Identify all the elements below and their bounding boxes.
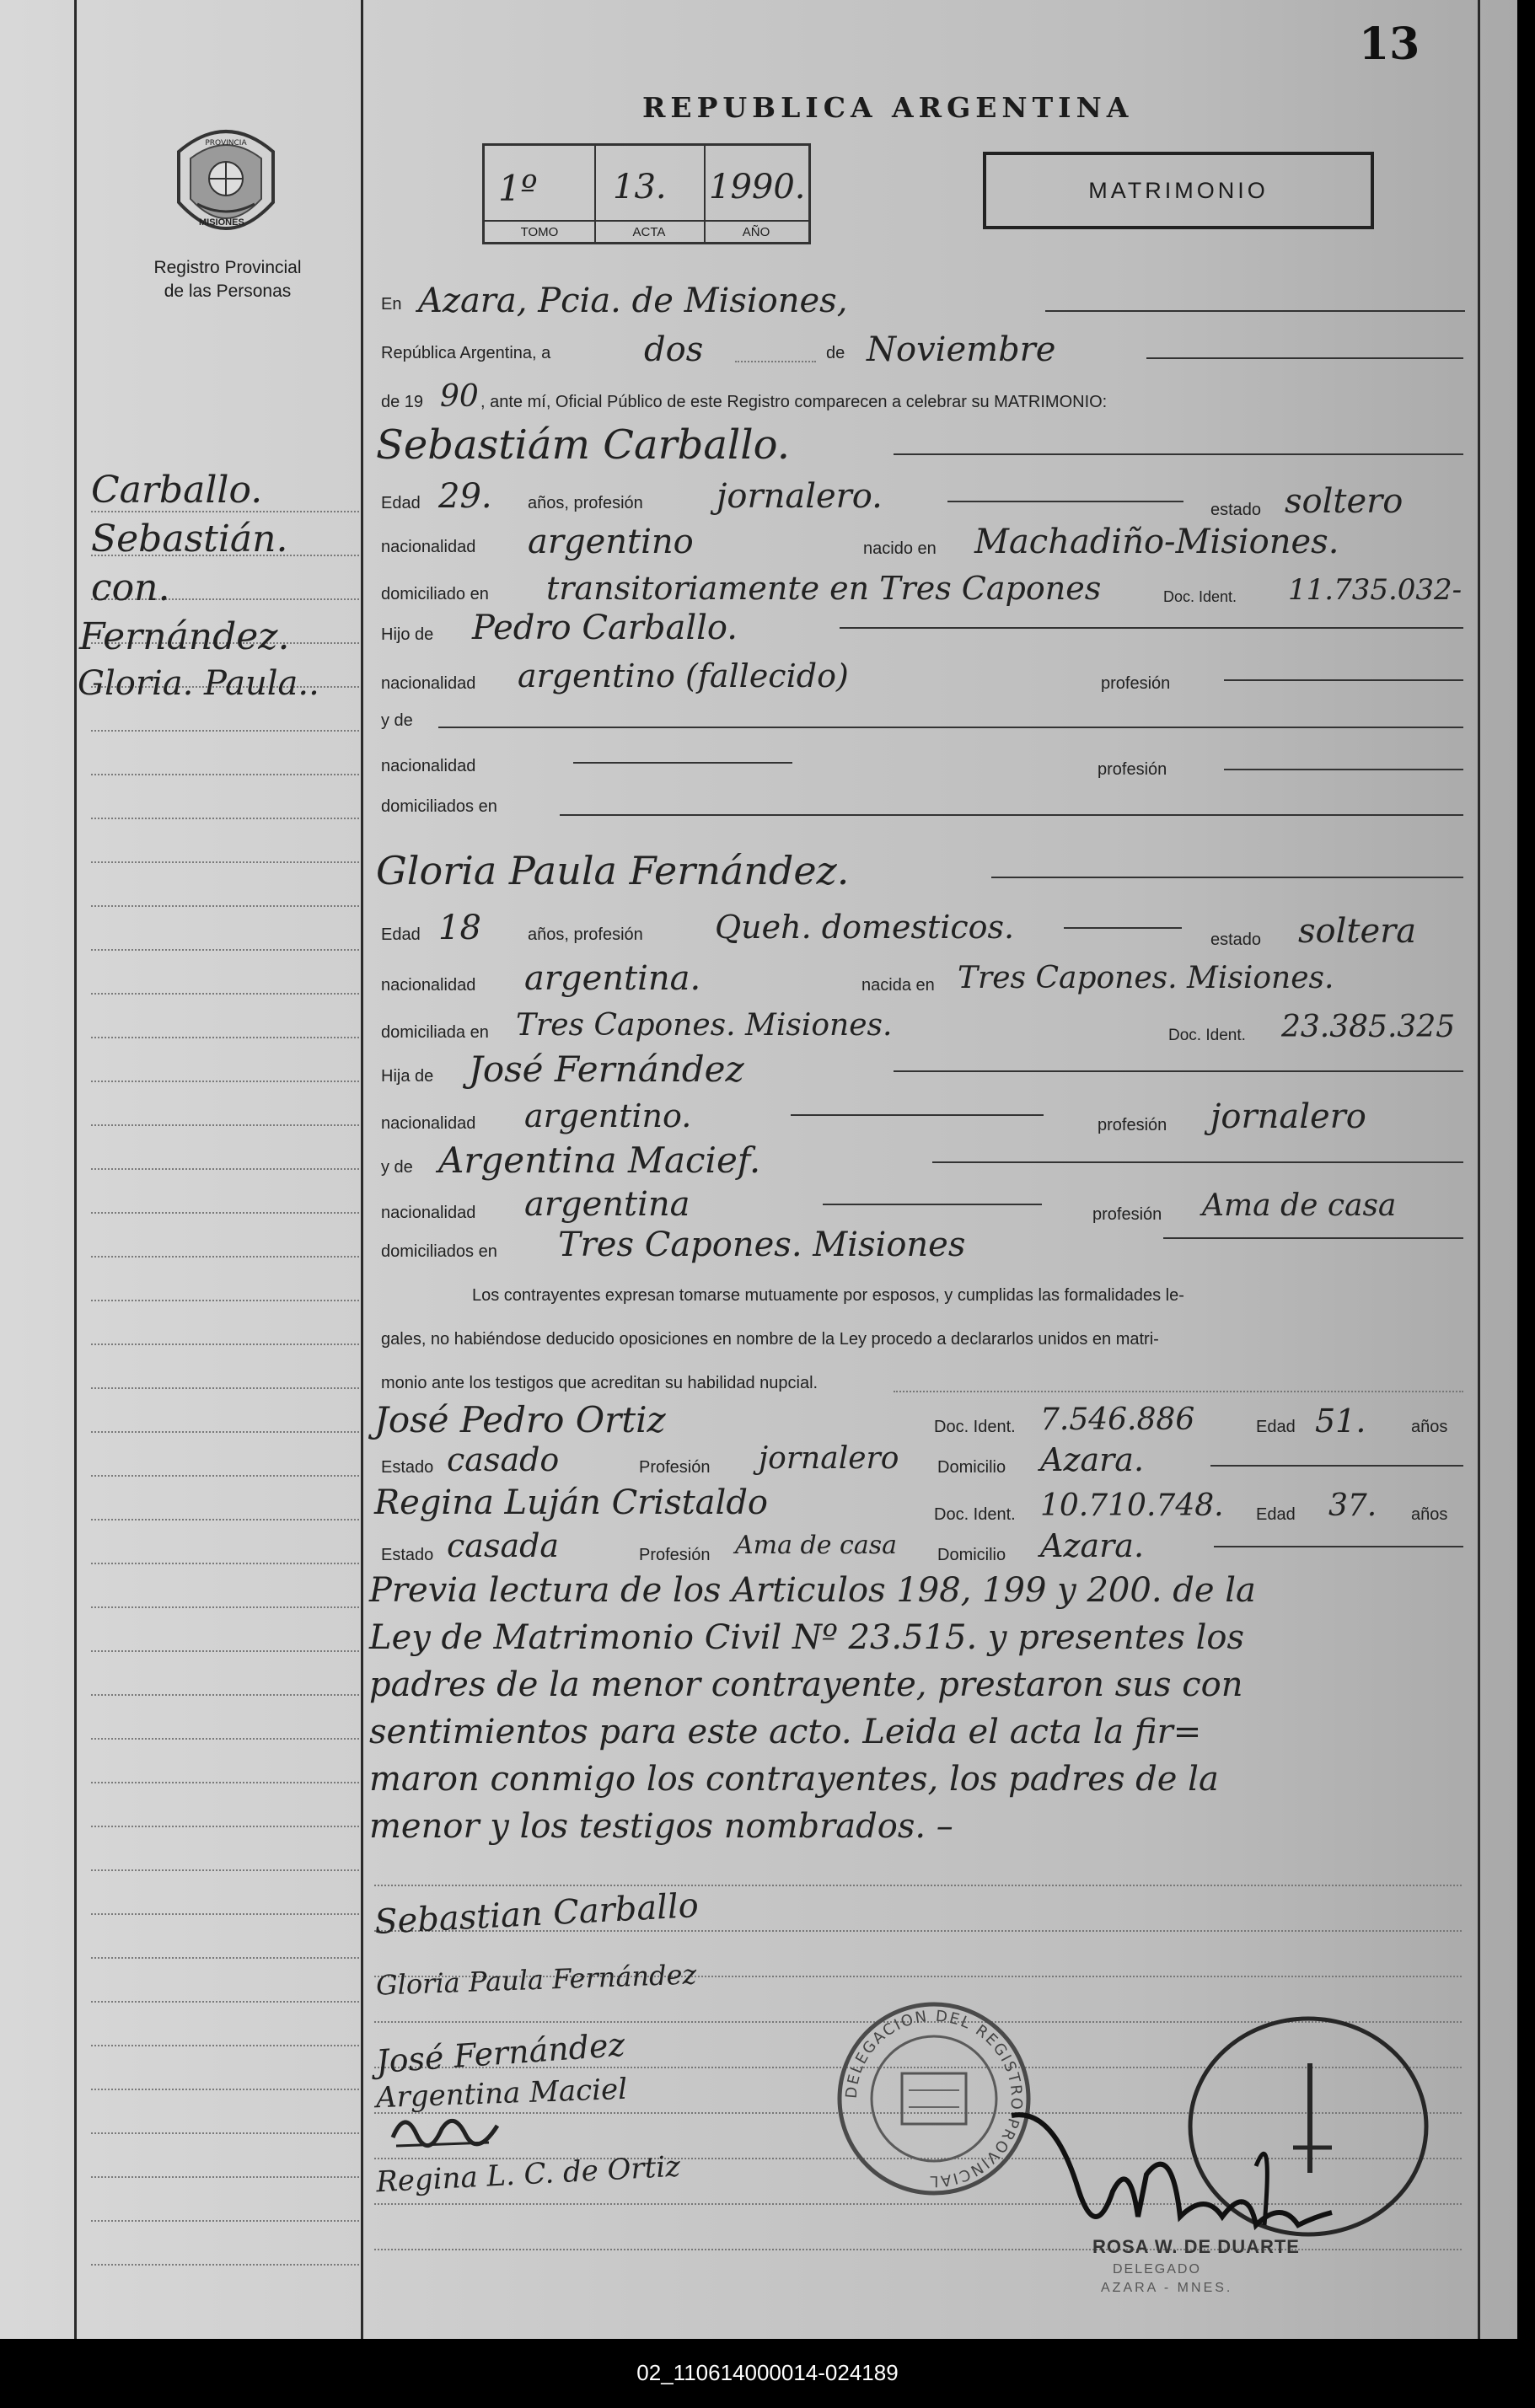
notes-line-6: menor y los testigos nombrados. – [369,1807,953,1846]
intro-day: dos [644,330,704,369]
bride-doc-label: Doc. Ident. [1168,1027,1246,1044]
witness1-prof-label: Profesión [639,1458,711,1477]
groom-nationality: argentino [528,523,694,561]
margin-ruled-line [91,2176,359,2178]
margin-ruled-line [91,1694,359,1696]
page-number: 13 [1359,19,1420,70]
witness2-doc-label: Doc. Ident. [934,1505,1016,1524]
intro-year-prefix: de 19 [381,393,424,411]
witness1-profession: jornalero [759,1441,899,1476]
seal-caption: MISIONES [199,217,244,228]
anio-cell [704,146,808,242]
groom-yde-label: y de [381,711,413,730]
signature-scribble-icon [388,2104,506,2154]
anio-value: 1990. [709,168,806,206]
margin-divider-line [361,0,363,2339]
intro-place: Azara, Pcia. de Misiones, [418,282,848,320]
witness1-doc: 7.546.886 [1040,1402,1195,1437]
bride-father-nac-label: nacionalidad [381,1114,476,1133]
margin-ruled-line [91,1826,359,1827]
margin-ruled-line [91,2132,359,2134]
margin-ruled-line [91,1081,359,1082]
groom-age: 29. [438,477,492,516]
bride-domiciliados-label: domiciliados en [381,1242,497,1261]
margin-ruled-line [91,1738,359,1740]
groom-edad-label: Edad [381,494,421,512]
bride-mother-dash [932,1161,1463,1163]
margin-ruled-line [91,1869,359,1871]
witness1-doc-label: Doc. Ident. [934,1418,1016,1436]
groom-father-prof-label: profesión [1101,674,1171,693]
groom-name-dash [894,453,1463,455]
intro-de-label: de [826,344,845,362]
witness1-age: 51. [1315,1402,1366,1440]
margin-ruled-line [91,1519,359,1520]
bride-mother-nac-label: nacionalidad [381,1204,476,1222]
groom-father: Pedro Carballo. [472,609,738,647]
margin-ruled-line [91,2264,359,2266]
groom-profession: jornalero. [717,477,883,516]
left-binding-line [74,0,77,2339]
bride-father-profession: jornalero [1210,1097,1366,1136]
signature-bride-father: José Fernández [374,2025,626,2081]
intro-en-label: En [381,295,402,314]
groom-mother-dash [438,727,1463,728]
provincial-seal-icon [169,120,283,248]
official-name-stamp: ROSA W. DE DUARTE [1092,2236,1300,2257]
official-title-stamp: DELEGADO [1113,2262,1201,2277]
notes-line-2: Ley de Matrimonio Civil Nº 23.515. y presentes los [369,1618,1244,1657]
margin-ruled-line [91,1387,359,1389]
right-border-line [1478,0,1480,2339]
bride-mother: Argentina Macief. [438,1140,761,1181]
margin-ruled-line [91,1957,359,1959]
margin-ruled-line [91,2220,359,2222]
bride-mother-profession: Ama de casa [1202,1188,1397,1223]
witness1-domicile-dash [1210,1465,1463,1467]
bride-profession: Queh. domesticos. [715,909,1015,946]
witness2-name: Regina Luján Cristaldo [374,1483,769,1522]
margin-note-line-4: Fernández. [79,615,290,658]
groom-domiciliados-label: domiciliados en [381,797,497,816]
margin-ruled-line [91,1300,359,1301]
bride-father: José Fernández [469,1048,744,1090]
margin-ruled-line [91,905,359,907]
tomo-value: 1º [498,168,538,209]
margin-ruled-line [91,1475,359,1477]
tomo-cell [485,146,596,242]
margin-ruled-line [91,2001,359,2003]
margin-note-line-3: con. [91,566,170,609]
bride-doc: 23.385.325 [1281,1010,1456,1044]
margin-ruled-line [91,1168,359,1170]
record-number-box [482,143,811,244]
groom-father-nationality: argentino (fallecido) [518,657,849,695]
bride-age: 18 [438,909,481,947]
bride-nacida-label: nacida en [861,976,935,995]
margin-ruled-line [91,818,359,819]
intro-month: Noviembre [867,330,1056,369]
bride-dom-label: domiciliada en [381,1023,489,1042]
bride-father-nat-dash [791,1114,1044,1116]
svg-text:DELEGACION DEL REGISTRO PROVIN [843,2008,1026,2190]
groom-mother-nac-dash [573,762,792,764]
witness2-prof-label: Profesión [639,1546,711,1564]
bride-yde-label: y de [381,1158,413,1177]
official-place-stamp: AZARA - MNES. [1101,2281,1233,2295]
bride-domicile: Tres Capones. Misiones. [516,1008,893,1043]
signature-groom: Sebastian Carballo [373,1885,700,1943]
margin-ruled-line [91,1563,359,1564]
stamp-ring-text: DELEGACION DEL REGISTRO PROVINCIAL [842,2007,1026,2191]
intro-month-dash [1146,357,1463,359]
bride-mother-prof-label: profesión [1092,1205,1162,1224]
bride-hija-label: Hija de [381,1067,434,1086]
groom-anos-profesion: años, profesión [528,494,643,512]
margin-ruled-line [91,861,359,863]
declaration-line-2: gales, no habiéndose deducido oposiciones en nombre de la Ley procedo a declararlos unidos en matri- [381,1330,1159,1349]
margin-ruled-line [91,993,359,995]
acta-cell [594,146,706,242]
signature-bride-mother: Argentina Maciel [375,2072,628,2116]
bride-father-prof-label: profesión [1098,1116,1167,1134]
notes-line-1: Previa lectura de los Articulos 198, 199 y 200. de la [369,1571,1256,1610]
bride-profession-dash [1064,927,1182,929]
margin-ruled-line [91,1650,359,1652]
witness1-domicile: Azara. [1040,1441,1145,1478]
notes-line-3: padres de la menor contrayente, prestaron sus con [369,1665,1243,1704]
margin-ruled-line [91,949,359,951]
official-signature-icon [1003,2090,1340,2259]
declaration-line-1: Los contrayentes expresan tomarse mutuamente por esposos, y cumplidas las formalidades le- [472,1286,1184,1305]
groom-status: soltero [1285,482,1404,521]
bride-anos-profesion: años, profesión [528,925,643,944]
margin-note-line-5: Gloria. Paula.. [78,664,319,703]
anio-label: AÑO [704,220,808,239]
margin-ruled-line [91,2089,359,2090]
margin-ruled-line [91,774,359,775]
bride-father-dash [894,1070,1463,1072]
witness2-estado-label: Estado [381,1546,434,1564]
witness2-edad-label: Edad [1256,1505,1296,1524]
margin-ruled-line [91,1212,359,1214]
body-ruled-line [374,1885,1462,1886]
witness2-profession: Ama de casa [735,1531,897,1560]
intro-day-fill [735,361,816,362]
bride-edad-label: Edad [381,925,421,944]
bride-estado-label: estado [1210,930,1262,949]
groom-profession-dash [947,501,1183,502]
signature-witness2: Regina L. C. de Ortiz [375,2149,682,2200]
acta-value: 13. [613,168,667,206]
bride-status: soltera [1298,912,1417,951]
witness1-status: casado [447,1441,560,1478]
margin-ruled-line [91,1037,359,1038]
margin-ruled-line [91,1606,359,1608]
intro-year-suffix: 90 [440,379,479,414]
groom-dom-label: domiciliado en [381,585,489,603]
witness2-domicile: Azara. [1040,1527,1145,1564]
groom-domicile: transitoriamente en Tres Capones [546,570,1102,607]
tomo-label: TOMO [485,220,594,239]
bride-nationality: argentina. [524,959,701,998]
bride-name-dash [991,877,1463,878]
intro-statement: , ante mí, Oficial Público de este Registro comparecen a celebrar su MATRIMONIO: [480,393,1108,411]
margin-ruled-line [91,1256,359,1258]
groom-estado-label: estado [1210,501,1262,519]
groom-father-prof-dash [1224,679,1463,681]
svg-text:PROVINCIA: PROVINCIA [205,139,247,147]
bride-mother-nat-dash [823,1204,1042,1205]
witness2-age: 37. [1328,1488,1377,1523]
country-title: REPUBLICA ARGENTINA [642,91,1134,124]
groom-mother-prof-label: profesión [1098,760,1167,779]
margin-note-line-2: Sebastián. [91,518,288,560]
groom-mother-nac-label: nacionalidad [381,757,476,775]
groom-domiciliados-dash [560,814,1463,816]
signature-bride: Gloria Paula Fernández [375,1958,697,2002]
witness2-status: casada [447,1527,560,1564]
witness1-name: José Pedro Ortiz [374,1399,666,1440]
groom-doc-label: Doc. Ident. [1163,588,1237,605]
witness1-edad-label: Edad [1256,1418,1296,1436]
witness2-doc: 10.710.748. [1040,1488,1224,1523]
margin-ruled-line [91,1782,359,1783]
scan-identifier: 02_110614000014-024189 [636,2360,899,2385]
margin-ruled-line [91,2045,359,2046]
record-type-box [983,152,1374,229]
groom-name: Sebastiám Carballo. [376,421,790,469]
margin-ruled-line [91,1913,359,1915]
bride-name: Gloria Paula Fernández. [376,848,850,893]
bride-father-nationality: argentino. [524,1097,692,1134]
groom-hijo-label: Hijo de [381,625,434,644]
witness1-anos-label: años [1411,1418,1448,1436]
witness1-dom-label: Domicilio [937,1458,1006,1477]
acta-label: ACTA [594,220,704,239]
groom-father-nac-label: nacionalidad [381,674,476,693]
margin-ruled-line [91,1124,359,1126]
bride-mother-nationality: argentina [524,1185,690,1224]
bride-parents-domicile-dash [1163,1237,1463,1239]
witness2-domicile-dash [1214,1546,1463,1547]
declaration-line-3-fill [894,1391,1463,1392]
witness2-dom-label: Domicilio [937,1546,1006,1564]
bride-nac-label: nacionalidad [381,976,476,995]
groom-doc: 11.735.032- [1288,573,1463,607]
registry-name-line1: Registro Provincial [153,258,302,277]
witness1-estado-label: Estado [381,1458,434,1477]
notes-line-4: sentimientos para este acto. Leida el acta la fir= [369,1713,1202,1751]
bride-parents-domicile: Tres Capones. Misiones [558,1225,966,1264]
groom-nacido-label: nacido en [863,539,937,558]
groom-father-dash [840,627,1463,629]
declaration-line-3: monio ante los testigos que acreditan su habilidad nupcial. [381,1374,818,1392]
intro-place-dash [1045,310,1465,312]
margin-ruled-line [91,1431,359,1433]
margin-ruled-line [91,730,359,732]
margin-ruled-line [91,1343,359,1345]
groom-nac-label: nacionalidad [381,538,476,556]
record-type-label: MATRIMONIO [1088,177,1269,203]
groom-mother-prof-dash [1224,769,1463,770]
bride-birthplace: Tres Capones. Misiones. [958,961,1334,995]
margin-note-line-1: Carballo. [91,469,263,512]
intro-republic-label: República Argentina, a [381,344,551,362]
witness2-anos-label: años [1411,1505,1448,1524]
notes-line-5: maron conmigo los contrayentes, los padres de la [369,1760,1219,1799]
registry-name-line2: de las Personas [164,282,292,301]
groom-birthplace: Machadiño-Misiones. [974,523,1339,561]
